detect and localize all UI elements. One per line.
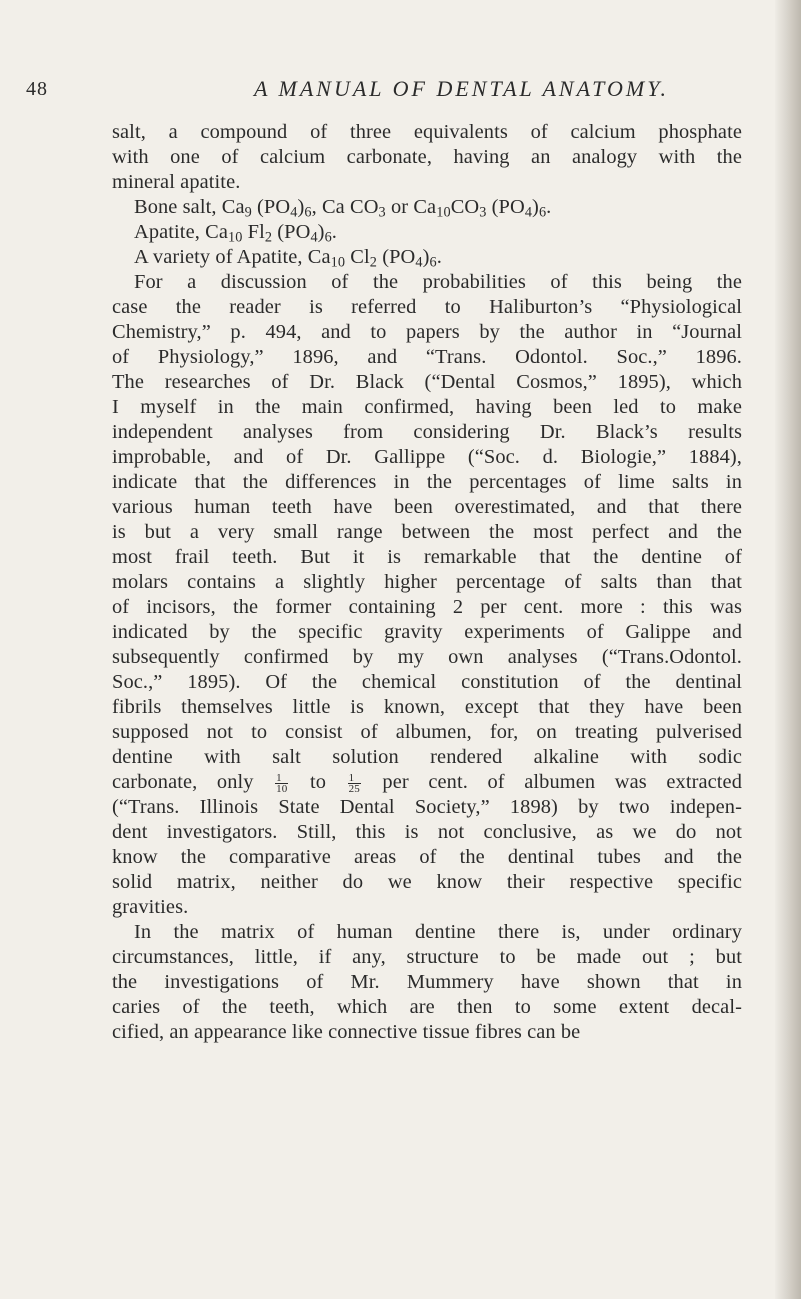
text-line: subsequently confirmed by my own analyses (“Trans.Odontol. (112, 646, 742, 668)
text-line-with-fractions: carbonate, only $\frac{1}{10}$ to $\frac{1}{25}$ per cent. of albumen was extracted (112, 771, 742, 795)
paragraph-1 (112, 120, 742, 195)
text-line: case the reader is referred to Haliburton’s “Physiological (112, 296, 742, 318)
paragraph-2 (112, 270, 742, 920)
text-line: indicate that the differences in the percentages of lime salts in (112, 471, 742, 493)
text-line: of Physiology,” 1896, and “Trans. Odontol. Soc.,” 1896. (112, 346, 742, 368)
text-line: solid matrix, neither do we know their respective specific (112, 871, 742, 893)
text-line: know the comparative areas of the dentinal tubes and the (112, 846, 742, 868)
body-text (112, 120, 742, 1045)
text-line: fibrils themselves little is known, except that they have been (112, 696, 742, 718)
text-line: independent analyses from considering Dr. Black’s results (112, 421, 742, 443)
text-line: salt, a compound of three equivalents of calcium phosphate (112, 121, 742, 143)
formula-block (112, 195, 742, 270)
text-line: with one of calcium carbonate, having an analogy with the (112, 146, 742, 168)
text-line: most frail teeth. But it is remarkable that the dentine of (112, 546, 742, 568)
text-line: the investigations of Mr. Mummery have shown that in (112, 971, 742, 993)
text-line: Chemistry,” p. 494, and to papers by the author in “Journal (112, 321, 742, 343)
page-edge-shadow (775, 0, 801, 1299)
formula-apatite: Apatite, $Ca_{10}$ $Fl_2$ $(PO_4)_6$. (134, 221, 337, 246)
text-line: The researches of Dr. Black (“Dental Cosmos,” 1895), which (112, 371, 742, 393)
text-line: circumstances, little, if any, structure to be made out ; but (112, 946, 742, 968)
text-line: dentine with salt solution rendered alkaline with sodic (112, 746, 742, 768)
paragraph-3 (112, 920, 742, 1045)
running-title: A MANUAL OF DENTAL ANATOMY. (254, 76, 669, 101)
text-line: dent investigators. Still, this is not conclusive, as we do not (112, 821, 742, 843)
text-line: various human teeth have been overestimated, and that there (112, 496, 742, 518)
text-line: cified, an appearance like connective tissue fibres can be (112, 1021, 581, 1043)
text-line: Soc.,” 1895). Of the chemical constitution of the dentinal (112, 671, 742, 693)
page-number: 48 (26, 78, 48, 100)
formula-apatite-variety: A variety of Apatite, $Ca_{10}$ $Cl_2$ $(PO_4)_6$. (134, 246, 442, 271)
text-line: I myself in the main confirmed, having been led to make (112, 396, 742, 418)
text-line: is but a very small range between the most perfect and the (112, 521, 742, 543)
text-line: improbable, and of Dr. Gallippe (“Soc. d. Biologie,” 1884), (112, 446, 742, 468)
text-line: For a discussion of the probabilities of this being the (134, 271, 742, 293)
text-line: supposed not to consist of albumen, for, on treating pulverised (112, 721, 742, 743)
fraction-one-tenth: $\frac{1}{10}$ (276, 771, 288, 795)
text-line: caries of the teeth, which are then to some extent decal- (112, 996, 742, 1018)
text-line: (“Trans. Illinois State Dental Society,” 1898) by two indepen- (112, 796, 742, 818)
formula-bone-salt: Bone salt, $Ca_9$ $(PO_4)_6$, Ca $CO_3$ or $Ca_{10}CO_3$ $(PO_4)_6$. (134, 196, 552, 221)
text-line: of incisors, the former containing 2 per cent. more : this was (112, 596, 742, 618)
text-line: gravities. (112, 896, 189, 918)
text-line: molars contains a slightly higher percentage of salts than that (112, 571, 742, 593)
fraction-one-twentyfifth: $\frac{1}{25}$ (348, 771, 360, 795)
text-line: indicated by the specific gravity experiments of Galippe and (112, 621, 742, 643)
text-line: mineral apatite. (112, 171, 241, 193)
text-line: In the matrix of human dentine there is, under ordinary (134, 921, 742, 943)
